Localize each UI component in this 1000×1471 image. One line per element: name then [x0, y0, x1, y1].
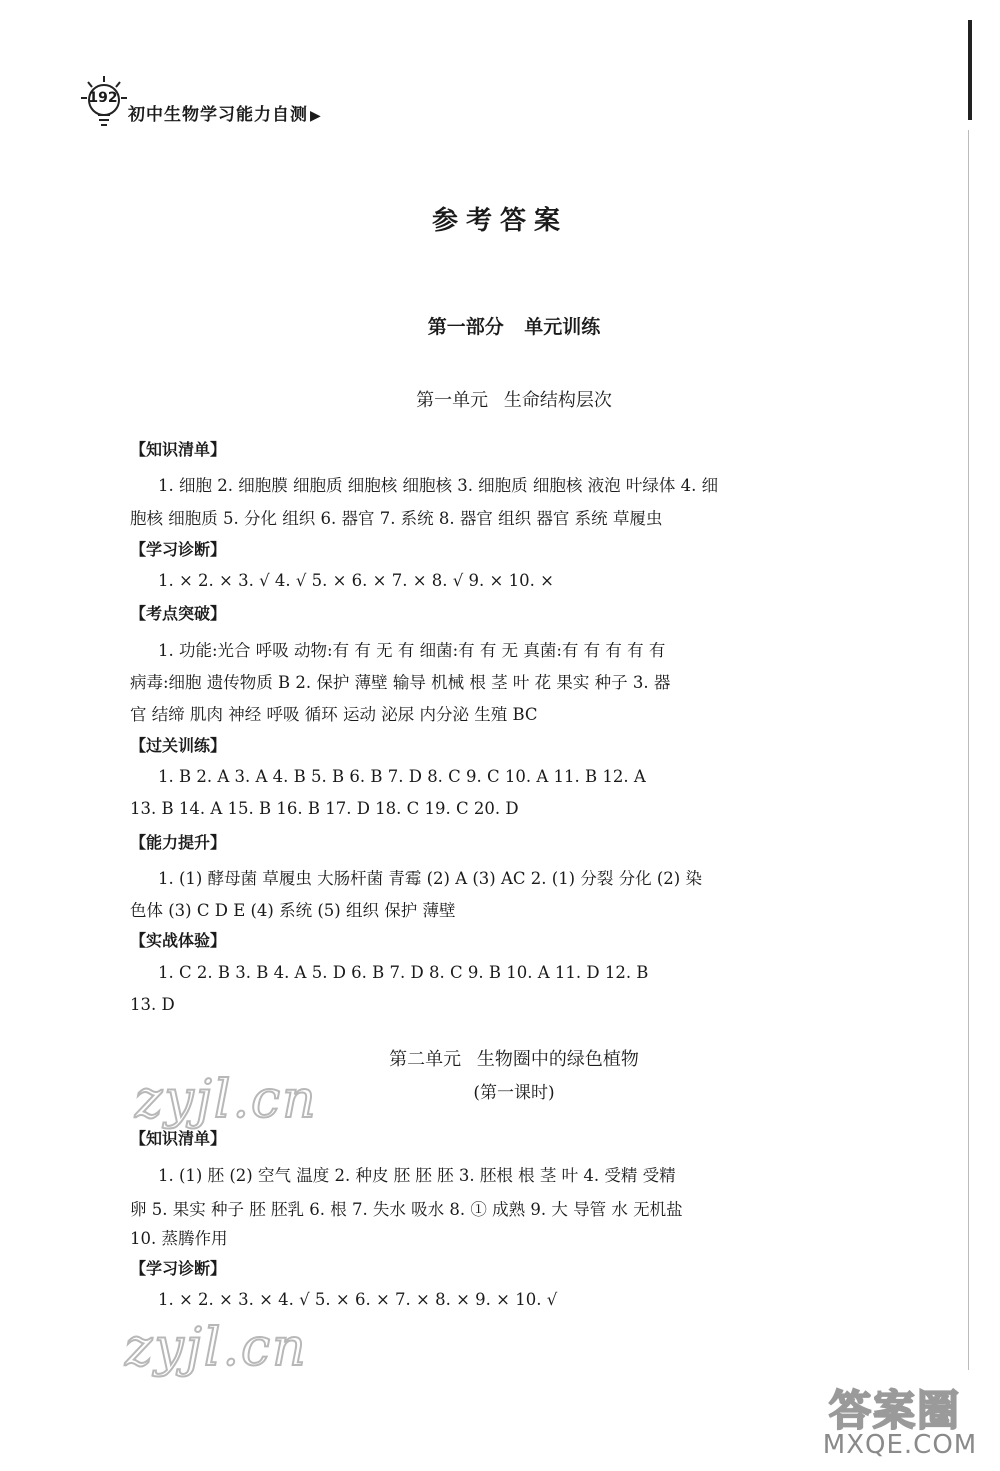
section-heading: 【能力提升】 — [130, 833, 227, 852]
section-heading: 【知识清单】 — [130, 440, 227, 459]
arrow-right-icon: ▶ — [310, 108, 322, 124]
part-title: 第一部分 单元训练 — [427, 316, 601, 338]
watermark-site: zyjl.cn — [135, 1070, 318, 1130]
section-heading: 【学习诊断】 — [130, 1259, 227, 1278]
book-title-text: 初中生物学习能力自测 — [128, 105, 308, 125]
answer-line: 1. × 2. × 3. × 4. √ 5. × 6. × 7. × 8. × 9. × 10. √ — [158, 1290, 558, 1309]
answer-line: 1. C 2. B 3. B 4. A 5. D 6. B 7. D 8. C 9. B 10. A 11. D 12. B — [158, 963, 649, 982]
unit-title: 第二单元 生物圈中的绿色植物 — [389, 1049, 639, 1070]
watermark-logo-domain: MXQE.COM — [822, 1430, 978, 1460]
section-heading: 【学习诊断】 — [130, 540, 227, 559]
watermark-logo — [800, 1378, 990, 1468]
page-number: 192 — [88, 90, 118, 106]
page-title: 参考答案 — [431, 206, 568, 236]
answer-line: 1. B 2. A 3. A 4. B 5. B 6. B 7. D 8. C 9. C 10. A 11. B 12. A — [158, 767, 646, 786]
answer-line: 1. 细胞 2. 细胞膜 细胞质 细胞核 细胞核 3. 细胞质 细胞核 液泡 叶绿体 4. 细 — [158, 476, 719, 495]
answer-line: 13. D — [130, 995, 175, 1014]
section-heading: 【实战体验】 — [130, 931, 227, 950]
answer-line: 色体 (3) C D E (4) 系统 (5) 组织 保护 薄壁 — [130, 901, 456, 920]
answer-line: 10. 蒸腾作用 — [130, 1229, 228, 1248]
answer-line: 1. (1) 胚 (2) 空气 温度 2. 种皮 胚 胚 胚 3. 胚根 根 茎 叶 4. 受精 受精 — [158, 1166, 676, 1185]
watermark-logo-text: 答案圈 — [828, 1386, 961, 1435]
answer-line: 卵 5. 果实 种子 胚 胚乳 6. 根 7. 失水 吸水 8. ① 成熟 9. 大 导管 水 无机盐 — [130, 1200, 683, 1219]
section-heading: 【过关训练】 — [130, 736, 227, 755]
running-header — [72, 72, 392, 132]
unit-subtitle: (第一课时) — [473, 1083, 555, 1103]
answer-line: 1. × 2. × 3. √ 4. √ 5. × 6. × 7. × 8. √ 9. × 10. × — [158, 571, 554, 590]
book-title — [128, 100, 322, 125]
answer-line: 13. B 14. A 15. B 16. B 17. D 18. C 19. C 20. D — [130, 799, 519, 818]
watermark-site: zyjl.cn — [125, 1318, 308, 1378]
answer-line: 1. (1) 酵母菌 草履虫 大肠杆菌 青霉 (2) A (3) AC 2. (1) 分裂 分化 (2) 染 — [158, 869, 702, 888]
answer-line: 胞核 细胞质 5. 分化 组织 6. 器官 7. 系统 8. 器官 组织 器官 系统 草履虫 — [130, 509, 663, 528]
section-heading: 【考点突破】 — [130, 604, 227, 623]
section-heading: 【知识清单】 — [130, 1129, 227, 1148]
page-edge-rule — [968, 20, 972, 120]
unit-title: 第一单元 生命结构层次 — [416, 390, 612, 411]
answer-line: 病毒:细胞 遗传物质 B 2. 保护 薄壁 输导 机械 根 茎 叶 花 果实 种子 3. 器 — [130, 673, 671, 692]
answer-line: 官 结缔 肌肉 神经 呼吸 循环 运动 泌尿 内分泌 生殖 BC — [130, 705, 538, 724]
answer-line: 1. 功能:光合 呼吸 动物:有 有 无 有 细菌:有 有 无 真菌:有 有 有 有 有 — [158, 641, 666, 660]
